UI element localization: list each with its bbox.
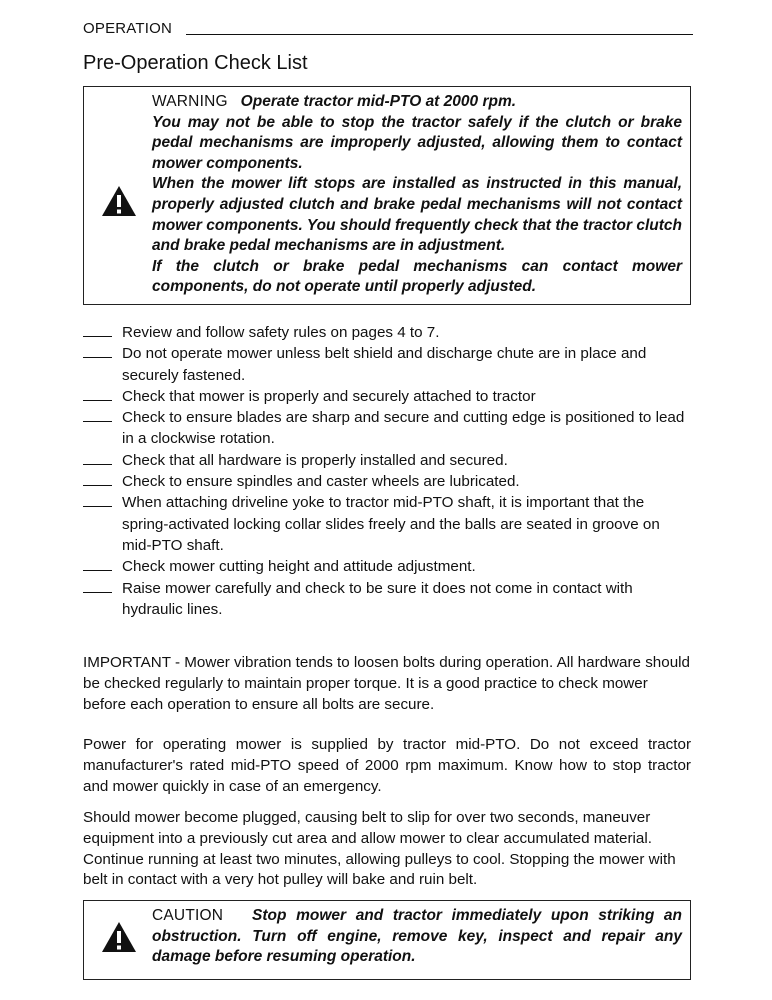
power-paragraph: Power for operating mower is supplied by tractor mid-PTO. Do not exceed tractor manufacturer's rated mid-PTO speed of 2000 rpm maximum. Know how to stop tractor and mower quickly in case of an emergency.	[83, 736, 691, 795]
check-item-text: Raise mower carefully and check to be sure it does not come in contact with hydraulic lines.	[122, 579, 633, 618]
check-item	[83, 450, 691, 471]
page-title: Pre-Operation Check List	[83, 52, 308, 74]
check-item	[83, 556, 691, 577]
warning-paragraph: When the mower lift stops are installed as instructed in this manual, properly adjusted clutch and brake pedal mechanisms will not contact mower components. You should frequently check that the tractor clutch and brake pedal mechanisms are in adjustment.	[152, 175, 682, 255]
check-item	[83, 343, 691, 386]
plugged-paragraph: Should mower become plugged, causing belt to slip for over two seconds, maneuver equipment into a previously cut area and allow mower to clear accumulated material. Continue running at least two minutes, allowing pulleys to cool. Stopping the mower with belt in contact with a very hot pulley will bake and ruin belt.	[83, 809, 676, 889]
check-item	[83, 322, 691, 343]
check-item-text: Check to ensure spindles and caster wheels are lubricated.	[122, 473, 520, 491]
check-blank[interactable]	[83, 592, 112, 593]
caution-text	[152, 906, 682, 968]
check-item-text: Check that mower is properly and securely attached to tractor	[122, 387, 536, 405]
section-header	[83, 20, 693, 40]
warning-paragraph: If the clutch or brake pedal mechanisms can contact mower components, do not operate until properly adjusted.	[152, 257, 682, 296]
header-rule	[186, 34, 693, 35]
check-item-text: Check that all hardware is properly installed and secured.	[122, 451, 508, 469]
caution-body: Stop mower and tractor immediately upon striking an obstruction. Turn off engine, remove key, inspect and repair any damage before resuming operation.	[152, 907, 683, 966]
check-item	[83, 386, 691, 407]
warning-triangle-icon	[101, 921, 137, 953]
check-item-text: When attaching driveline yoke to tractor mid-PTO shaft, it is important that the spring-activated locking collar slides freely and the balls are seated in groove on mid-PTO shaft.	[122, 494, 660, 554]
warning-triangle-icon	[101, 185, 137, 217]
warning-lead: Operate tractor mid-PTO at 2000 rpm.	[240, 93, 517, 110]
check-item	[83, 471, 691, 492]
warning-paragraph: You may not be able to stop the tractor safely if the clutch or brake pedal mechanisms are improperly adjusted, allowing them to contact mower components.	[152, 113, 682, 172]
check-item-text: Check to ensure blades are sharp and secure and cutting edge is positioned to lead in a clockwise rotation.	[122, 409, 685, 448]
check-blank[interactable]	[83, 400, 112, 401]
check-item	[83, 492, 691, 556]
check-blank[interactable]	[83, 421, 112, 422]
important-paragraph	[83, 653, 691, 715]
warning-heading	[152, 92, 682, 113]
caution-box	[83, 900, 691, 980]
section-label: OPERATION	[83, 20, 173, 37]
warning-label: WARNING	[152, 93, 228, 110]
check-blank[interactable]	[83, 570, 112, 571]
check-blank[interactable]	[83, 357, 112, 358]
check-item-text: Do not operate mower unless belt shield and discharge chute are in place and securely fastened.	[122, 345, 647, 384]
check-item	[83, 578, 691, 621]
check-item	[83, 407, 691, 450]
check-item-text: Review and follow safety rules on pages 4 to 7.	[122, 324, 440, 341]
check-blank[interactable]	[83, 485, 112, 486]
warning-text	[152, 92, 682, 298]
check-list	[83, 322, 691, 620]
check-blank[interactable]	[83, 506, 112, 507]
check-item-text: Check mower cutting height and attitude adjustment.	[122, 558, 476, 576]
important-label: IMPORTANT	[83, 654, 171, 671]
important-text: - Mower vibration tends to loosen bolts during operation. All hardware should be checked regularly to maintain proper torque. It is a good practice to check mower before each operation to ensure all bolts are secure.	[83, 654, 690, 713]
check-blank[interactable]	[83, 464, 112, 465]
caution-label: CAUTION	[152, 907, 224, 924]
warning-box	[83, 86, 691, 305]
check-blank[interactable]	[83, 336, 112, 337]
